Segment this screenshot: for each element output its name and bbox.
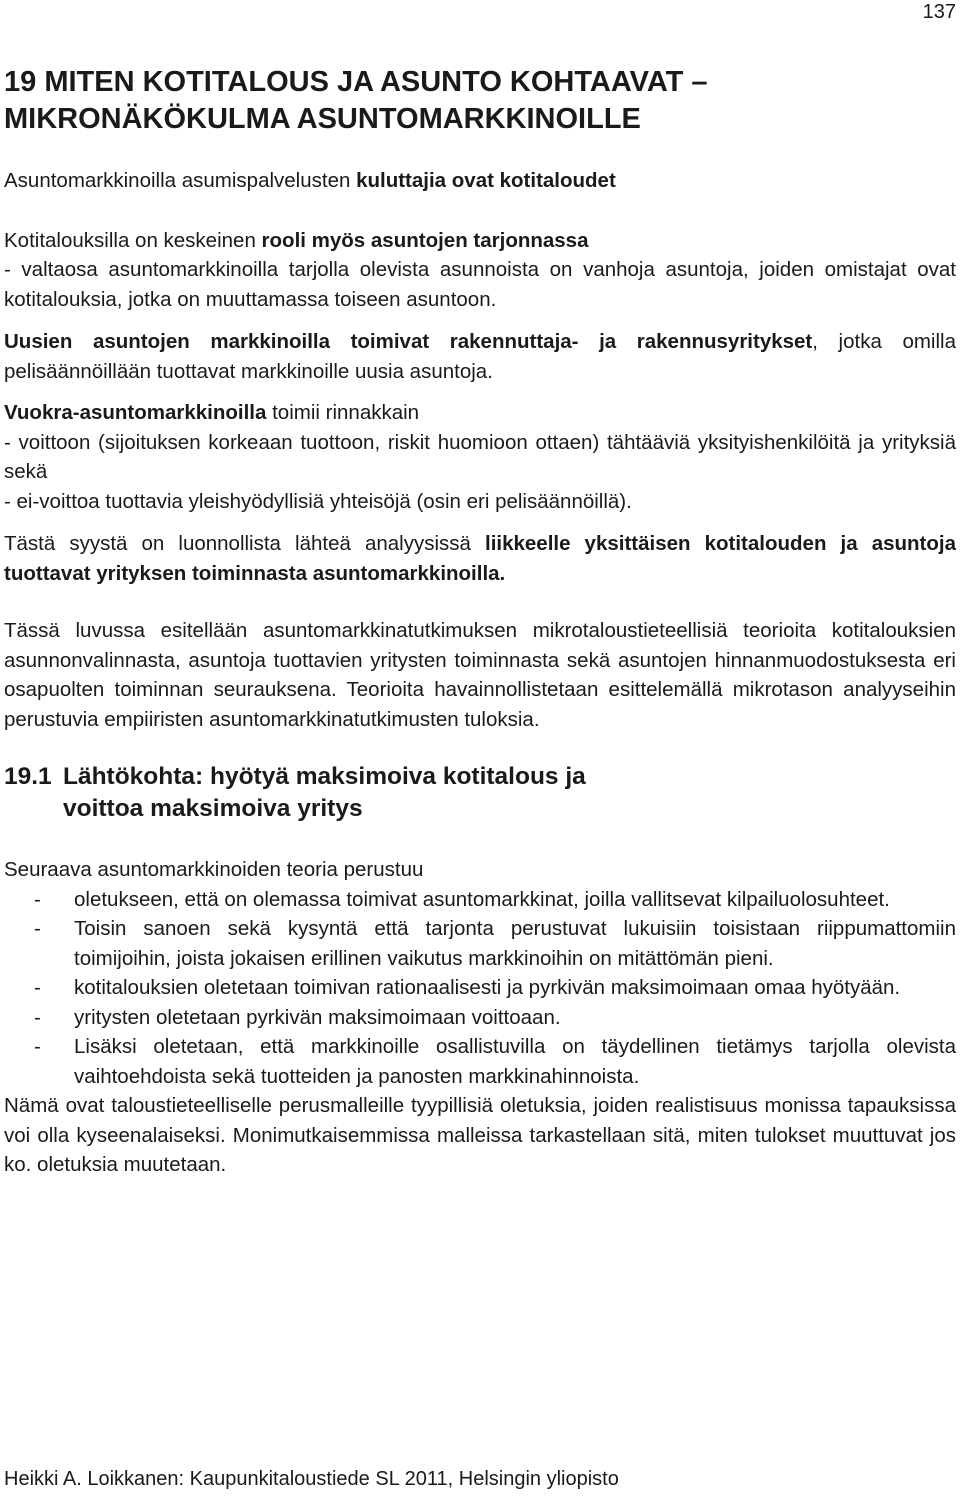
paragraph-analysis-start-emphasis: liikkeelle yksittäisen kotitalouden ja asuntoja tuottavat yrityksen toiminnasta asuntomarkkinoilla. (4, 532, 956, 585)
paragraph-rental-market-for-profit: - voittoon (sijoituksen korkeaan tuottoon, riskit huomioon ottaen) tähtääviä yksityishenkilöitä ja yrityksiä sekä (4, 430, 956, 483)
paragraph-analysis-start (4, 529, 956, 588)
paragraph-new-housing (4, 327, 956, 386)
list-dash: - (34, 976, 41, 999)
paragraph-consumers-emphasis: kuluttajia ovat kotitaloudet (356, 169, 616, 192)
paragraph-rental-market-non-profit: - ei-voittoa tuottavia yleishyödyllisiä yhteisöjä (osin eri pelisäännöillä). (4, 489, 632, 513)
list-item-text: Lisäksi oletetaan, että markkinoille osallistuvilla on täydellinen tietämys tarjolla olevista vaihtoehdoista sekä tuotteiden ja panosten markkinahinnoista. (74, 1035, 956, 1088)
paragraph-rental-market-emphasis: Vuokra-asuntomarkkinoilla (4, 401, 267, 424)
list-intro: Seuraava asuntomarkkinoiden teoria perustuu (4, 858, 424, 881)
paragraph-supply-role (4, 226, 956, 315)
paragraph-supply-role-text: Kotitalouksilla on keskeinen (4, 228, 262, 252)
paragraph-assumptions-note: Nämä ovat taloustieteelliselle perusmalleille tyypillisiä oletuksia, joiden realistisuus monissa tapauksissa voi olla kyseenalaiseksi. Monimutkaisemmissa malleissa tarkastellaan sitä, miten tulokset muuttuvat jos ko. oletuksia muutetaan. (4, 1094, 956, 1176)
paragraph-new-housing-text: , jotka omilla pelisäännöillään tuottavat markkinoille uusia asuntoja. (4, 330, 956, 383)
paragraph-chapter-overview: Tässä luvussa esitellään asuntomarkkinatutkimuksen mikrotaloustieteellisiä teorioita kotitalouksien asunnonvalinnasta, asuntoja tuottavien yritysten toiminnasta sekä asuntojen hinnanmuodostuksesta eri osapuolten toiminnan seurauksena. Teorioita havainnollistetaan esittelemällä mikrotason analyyseihin perustuvia empiiristen asuntomarkkinatutkimusten tuloksia. (4, 619, 956, 731)
paragraph-new-housing-emphasis: Uusien asuntojen markkinoilla toimivat rakennuttaja- ja rakennusyritykset (4, 330, 813, 353)
chapter-title-line-2: MIKRONÄKÖKULMA ASUNTOMARKKINOILLE (4, 103, 641, 135)
paragraph-rental-market (4, 398, 956, 516)
section-heading (4, 761, 956, 825)
document-body (4, 64, 956, 1180)
chapter-title (4, 64, 956, 138)
list-item (4, 1003, 956, 1033)
list-item-text: oletukseen, että on olemassa toimivat asuntomarkkinat, joilla vallitsevat kilpailuolosuhteet. (74, 887, 890, 911)
paragraph-supply-role-emphasis: rooli myös asuntojen tarjonnassa (261, 228, 589, 252)
paragraph-analysis-start-text: Tästä syystä on luonnollista lähteä analyysissä (4, 532, 485, 555)
list-item (4, 1032, 956, 1091)
list-item-text: Toisin sanoen sekä kysyntä että tarjonta perustuvat lukuisiin toisistaan riippumattomiin toimijoihin, joista jokaisen erillinen vaikutus markkinoihin on mitättömän pieni. (74, 917, 956, 970)
list-item (4, 914, 956, 973)
section-title: Lähtökohta: hyötyä maksimoiva kotitalous ja voittoa maksimoiva yritys (63, 763, 586, 822)
page-number: 137 (922, 1, 956, 23)
list-item (4, 973, 956, 1003)
paragraph-consumers-text: Asuntomarkkinoilla asumispalvelusten (4, 169, 357, 192)
list-item (4, 885, 956, 915)
list-item-text: yritysten oletetaan pyrkivän maksimoimaan voittoaan. (74, 1005, 561, 1029)
paragraph-supply-role-detail: - valtaosa asuntomarkkinoilla tarjolla olevista asunnoista on vanhoja asuntoja, joiden omistajat ovat kotitalouksia, jotka on muuttamassa toiseen asuntoon. (4, 258, 956, 311)
list-item-text: kotitalouksien oletetaan toimivan rationaalisesti ja pyrkivän maksimoimaan omaa hyötyään. (74, 976, 901, 999)
section-number: 19.1 (4, 763, 52, 790)
list-dash: - (34, 917, 41, 940)
list-dash: - (34, 887, 41, 911)
page-footer: Heikki A. Loikkanen: Kaupunkitaloustiede SL 2011, Helsingin yliopisto (4, 1468, 619, 1490)
paragraph-consumers (4, 166, 956, 196)
paragraph-rental-market-text: toimii rinnakkain (266, 401, 420, 424)
assumptions-list (4, 885, 956, 1092)
chapter-title-line-1: 19 MITEN KOTITALOUS JA ASUNTO KOHTAAVAT – (4, 66, 708, 98)
list-dash: - (34, 1035, 41, 1058)
list-dash: - (34, 1005, 41, 1029)
